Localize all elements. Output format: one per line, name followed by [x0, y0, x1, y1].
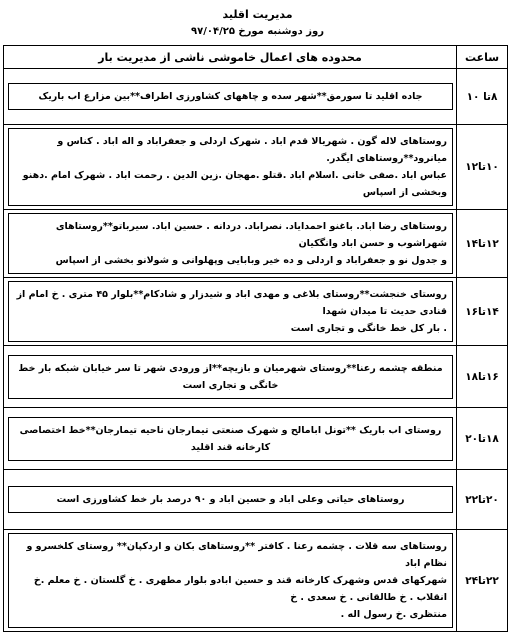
area-description — [8, 355, 453, 399]
time-slot: ۱۶تا۱۸ — [457, 346, 508, 408]
area-description — [8, 213, 453, 274]
area-description — [8, 281, 453, 342]
area-line: روستاهای سه قلات . چشمه رعنا . کافتر **روستاهای بکان و اردکپان** روستای کلخسرو و نظام اباد — [26, 541, 447, 569]
area-line: منتظری .خ رسول اله . — [340, 609, 447, 620]
table-row — [4, 408, 508, 470]
time-slot: ۱۰تا۱۲ — [457, 125, 508, 210]
table-row — [4, 210, 508, 278]
table-row — [4, 346, 508, 408]
area-line: روستاهای حیاتی وعلی اباد و حسین اباد و ۹۰ درصد بار خط کشاورزی است — [56, 494, 405, 505]
area-line: روستاهای لاله گون . شهریالا قدم اباد . شهرک اردلی و جعفراباد و اله اباد . کناس و میانرود**روستاهای ایگدر. — [57, 136, 447, 164]
table-header-row — [4, 46, 508, 69]
area-description — [8, 128, 453, 206]
outage-schedule-table — [3, 45, 508, 632]
area-line: عباس اباد .صفی خانی .اسلام اباد .قتلو .مهجان .زین الدین . رحمت اباد . شهرک امام .دهنو وبخشی از اسپاس — [22, 170, 447, 198]
area-line: روستای اب باریک **تونل ابامالح و شهرک صنعتی تیمارجان ناحیه تیمارجان**خط اختصاصی کارخانه قند اقلید — [19, 424, 442, 453]
organization-title: مدیریت اقلید — [222, 8, 293, 21]
area-line: شهرکهای قدس وشهرک کارخانه قند و حسین ابادو بلوار مطهری . خ گلستان . خ معلم .خ انقلاب . خ طالقانی . خ سعدی . خ — [33, 575, 447, 603]
table-row — [4, 278, 508, 346]
table-row — [4, 69, 508, 125]
table-row — [4, 125, 508, 210]
table-row — [4, 530, 508, 632]
area-description — [8, 486, 453, 513]
time-slot: ۱۴تا۱۶ — [457, 278, 508, 346]
time-slot: ۱۸تا۲۰ — [457, 408, 508, 470]
time-column-header: ساعت — [457, 46, 508, 69]
area-line: روستاهای رضا اباد. باغنو احمدایاد. نصراباد. دردانه . حسین اباد. سیرباتو**روستاهای شهراشوب و حسن اباد وانگکیان — [55, 221, 447, 249]
area-description — [8, 533, 453, 628]
table-row — [4, 470, 508, 530]
area-line: روستای خنجشت**روستای بلاغی و مهدی اباد و شیدزار و شادکام**بلوار ۴۵ متری . خ امام از قنادی حدیث تا میدان شهدا — [16, 289, 447, 317]
time-slot: ۸تا ۱۰ — [457, 69, 508, 125]
document-date: روز دوشنبه مورخ ۹۷/۰۴/۲۵ — [191, 26, 324, 37]
area-line: و جدول نو و جعفراباد و اردلی و ده خیر وبابایی وپهلوانی و شولانو بخشی از اسپاس — [55, 255, 447, 266]
time-slot: ۱۲تا۱۴ — [457, 210, 508, 278]
time-slot: ۲۰تا۲۲ — [457, 470, 508, 530]
area-description — [8, 83, 453, 110]
area-column-header: محدوده های اعمال خاموشی ناشی از مدیریت بار — [4, 46, 457, 69]
area-line: . بار کل خط خانگی و تجاری است — [290, 323, 447, 334]
area-description — [8, 417, 453, 461]
time-slot: ۲۲تا۲۴ — [457, 530, 508, 632]
area-line: منطقه چشمه رعنا**روستای شهرمیان و بازیچه**از ورودی شهر تا سر خیابان شبکه بار خط خانگی و تجاری است — [18, 362, 443, 391]
area-line: جاده اقلید تا سورمق**شهر سده و چاههای کشاورزی اطراف**بین مزارع اب باریک — [38, 91, 423, 102]
